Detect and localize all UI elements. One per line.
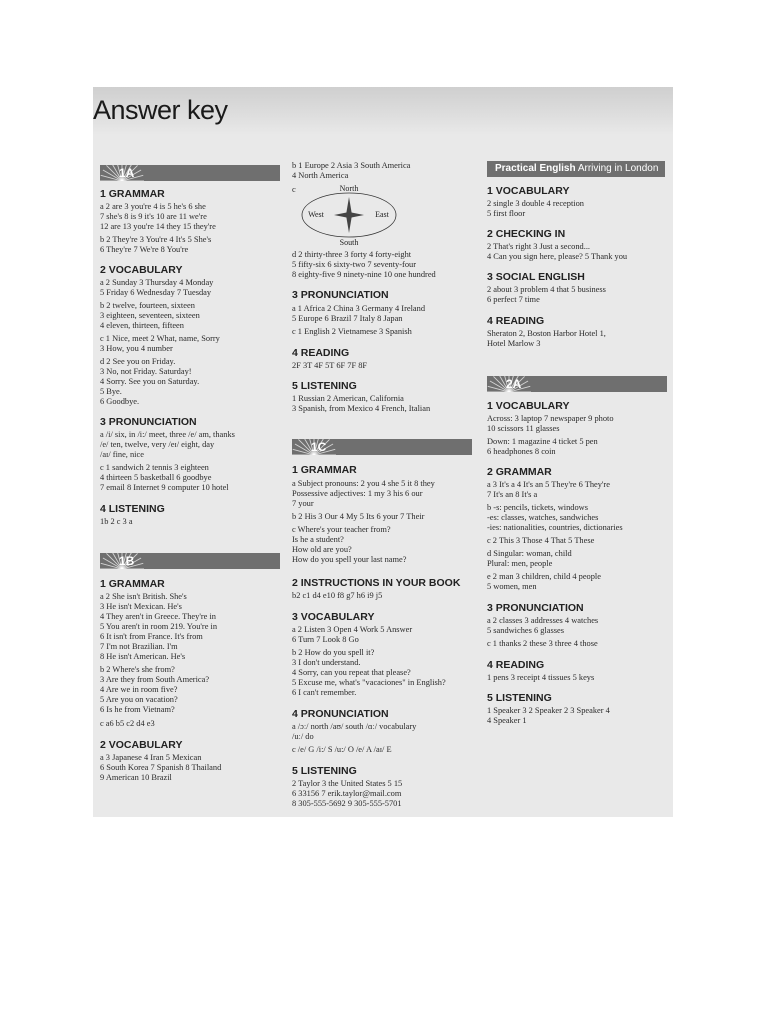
section-heading: 1 VOCABULARY: [487, 400, 570, 412]
answer-line: 5 Excuse me, what's "vacaciones" in English?: [292, 678, 446, 687]
answer-line: 6 Goodbye.: [100, 397, 140, 406]
answer-line: Possessive adjectives: 1 my 3 his 6 our: [292, 489, 423, 498]
answer-line: 7 your: [292, 499, 314, 508]
section-heading: 4 LISTENING: [100, 503, 165, 515]
answer-line: b2 c1 d4 e10 f8 g7 h6 i9 j5: [292, 591, 383, 600]
answer-line: 5 You aren't in room 219. You're in: [100, 622, 218, 631]
answer-line: 1b 2 c 3 a: [100, 517, 133, 526]
compass-label-east: East: [375, 210, 389, 219]
answer-line: 1 pens 3 receipt 4 tissues 5 keys: [487, 673, 595, 682]
answer-line: d Singular: woman, child: [487, 549, 572, 558]
banner-subtitle: Arriving in London: [575, 163, 659, 174]
section-heading: 5 LISTENING: [292, 765, 357, 777]
answer-line: a 2 Sunday 3 Thursday 4 Monday: [100, 278, 214, 287]
answer-line: c a6 b5 c2 d4 e3: [100, 719, 155, 728]
answer-line: d 2 See you on Friday.: [100, 357, 176, 366]
compass-label-south: South: [339, 238, 359, 247]
answer-line: 2 Taylor 3 the United States 5 15: [292, 779, 403, 788]
answer-line: b 2 Where's she from?: [100, 665, 175, 674]
answer-line: 4 eleven, thirteen, fifteen: [100, 321, 184, 330]
answer-line: Down: 1 magazine 4 ticket 5 pen: [487, 437, 598, 446]
section-heading: 3 SOCIAL ENGLISH: [487, 271, 585, 283]
answer-line: 6 headphones 8 coin: [487, 447, 556, 456]
answer-line: a /i/ six, in /i:/ meet, three /e/ am, thanks: [100, 430, 235, 439]
answer-line: 2 That's right 3 Just a second...: [487, 242, 591, 251]
answer-line: a 2 classes 3 addresses 4 watches: [487, 616, 599, 625]
answer-line: 6 South Korea 7 Spanish 8 Thailand: [100, 763, 222, 772]
answer-line: 6 They're 7 We're 8 You're: [100, 245, 189, 254]
section-heading: 2 GRAMMAR: [487, 466, 552, 478]
section-heading: 4 READING: [292, 347, 350, 359]
answer-line: b 2 twelve, fourteen, sixteen: [100, 301, 195, 310]
answer-line: 7 she's 8 is 9 it's 10 are 11 we're: [100, 212, 207, 221]
answer-line: 9 American 10 Brazil: [100, 773, 172, 782]
answer-line: 7 email 8 Internet 9 computer 10 hotel: [100, 483, 229, 492]
section-banner-1b: [100, 553, 280, 569]
answer-line: a /ɔː/ north /aʊ/ south /ɑː/ vocabulary: [292, 722, 417, 731]
answer-line: a 2 Listen 3 Open 4 Work 5 Answer: [292, 625, 413, 634]
answer-line: c 1 sandwich 2 tennis 3 eighteen: [100, 463, 209, 472]
answer-line: c 1 thanks 2 these 3 three 4 those: [487, 639, 598, 648]
section-heading: 3 PRONUNCIATION: [100, 416, 197, 428]
answer-line: 3 Spanish, from Mexico 4 French, Italian: [292, 404, 431, 413]
item-letter: c: [292, 185, 296, 194]
answer-line: 3 eighteen, seventeen, sixteen: [100, 311, 200, 320]
answer-line: 4 Are we in room five?: [100, 685, 178, 694]
answer-line: c /e/ G /i:/ S /u:/ O /e/ A /aɪ/ E: [292, 745, 392, 754]
section-heading: 5 LISTENING: [487, 692, 552, 704]
answer-line: Hotel Marlow 3: [487, 339, 541, 348]
answer-line: d 2 thirty-three 3 forty 4 forty-eight: [292, 250, 412, 259]
answer-line: c 1 English 2 Vietnamese 3 Spanish: [292, 327, 412, 336]
section-heading: 3 VOCABULARY: [292, 611, 375, 623]
section-heading: 1 GRAMMAR: [292, 464, 357, 476]
answer-line: 3 How, you 4 number: [100, 344, 173, 353]
answer-line: 6 Is he from Vietnam?: [100, 705, 175, 714]
answer-line: 5 Bye.: [100, 387, 122, 396]
answer-line: 6 33156 7 erik.taylor@mail.com: [292, 789, 402, 798]
answer-line: c Where's your teacher from?: [292, 525, 391, 534]
answer-line: a 3 It's a 4 It's an 5 They're 6 They're: [487, 480, 610, 489]
section-heading: 1 GRAMMAR: [100, 188, 165, 200]
answer-line: 5 fifty-six 6 sixty-two 7 seventy-four: [292, 260, 416, 269]
answer-line: 5 Friday 6 Wednesday 7 Tuesday: [100, 288, 212, 297]
answer-line: 8 He isn't American. He's: [100, 652, 186, 661]
section-heading: 4 READING: [487, 315, 545, 327]
section-heading: 1 VOCABULARY: [487, 185, 570, 197]
answer-line: 10 scissors 11 glasses: [487, 424, 560, 433]
answer-line: /aɪ/ fine, nice: [100, 450, 144, 459]
answer-line: a 3 Japanese 4 Iran 5 Mexican: [100, 753, 202, 762]
answer-line: 4 Sorry. See you on Saturday.: [100, 377, 200, 386]
section-heading: 3 PRONUNCIATION: [487, 602, 584, 614]
answer-line: 6 Turn 7 Look 8 Go: [292, 635, 359, 644]
answer-line: 1 Speaker 3 2 Speaker 2 3 Speaker 4: [487, 706, 610, 715]
section-heading: 3 PRONUNCIATION: [292, 289, 389, 301]
section-banner-1a: [100, 165, 280, 181]
answer-line: c 2 This 3 Those 4 That 5 These: [487, 536, 595, 545]
banner-label: 1C: [311, 440, 327, 454]
compass-label-west: West: [308, 210, 324, 219]
answer-line: Is he a student?: [292, 535, 344, 544]
section-banner-1c: [292, 439, 472, 455]
answer-line: -es: classes, watches, sandwiches: [487, 513, 599, 522]
answer-line: 4 Can you sign here, please? 5 Thank you: [487, 252, 628, 261]
answer-line: 12 are 13 you're 14 they 15 they're: [100, 222, 216, 231]
answer-line: e 2 man 3 children, child 4 people: [487, 572, 601, 581]
answer-line: 4 Speaker 1: [487, 716, 527, 725]
compass-wrapper: [294, 183, 404, 252]
section-heading: 2 INSTRUCTIONS IN YOUR BOOK: [292, 577, 461, 589]
answer-line: 5 sandwiches 6 glasses: [487, 626, 564, 635]
compass-diagram: [294, 183, 404, 247]
answer-line: 7 It's an 8 It's a: [487, 490, 538, 499]
answer-line: 8 eighty-five 9 ninety-nine 10 one hundred: [292, 270, 436, 279]
answer-line: 8 305-555-5692 9 305-555-5701: [292, 799, 402, 808]
answer-line: b 2 They're 3 You're 4 It's 5 She's: [100, 235, 212, 244]
answer-line: 5 first floor: [487, 209, 526, 218]
answer-line: a Subject pronouns: 2 you 4 she 5 it 8 they: [292, 479, 435, 488]
answer-line: b 1 Europe 2 Asia 3 South America: [292, 161, 411, 170]
answer-line: /e/ ten, twelve, very /eɪ/ eight, day: [100, 440, 215, 449]
answer-line: 6 I can't remember.: [292, 688, 357, 697]
answer-line: 3 Are they from South America?: [100, 675, 210, 684]
answer-line: a 2 She isn't British. She's: [100, 592, 187, 601]
answer-line: 1 Russian 2 American, California: [292, 394, 404, 403]
banner-label: 1A: [119, 166, 135, 180]
section-heading: 5 LISTENING: [292, 380, 357, 392]
answer-line: 7 I'm not Brazilian. I'm: [100, 642, 178, 651]
answer-line: 6 It isn't from France. It's from: [100, 632, 203, 641]
answer-line: 3 No, not Friday. Saturday!: [100, 367, 192, 376]
section-banner-2a: [487, 376, 667, 392]
answer-line: 5 women, men: [487, 582, 537, 591]
answer-line: a 1 Africa 2 China 3 Germany 4 Ireland: [292, 304, 426, 313]
answer-line: How do you spell your last name?: [292, 555, 407, 564]
page-title: Answer key: [93, 95, 228, 125]
answer-line: 2 about 3 problem 4 that 5 business: [487, 285, 606, 294]
answer-line: b 2 How do you spell it?: [292, 648, 375, 657]
answer-line: a 2 are 3 you're 4 is 5 he's 6 she: [100, 202, 206, 211]
answer-line: -ies: nationalities, countries, dictionaries: [487, 523, 623, 532]
section-heading: 2 VOCABULARY: [100, 264, 183, 276]
answer-line: 6 perfect 7 time: [487, 295, 540, 304]
answer-line: 4 thirteen 5 basketball 6 goodbye: [100, 473, 212, 482]
answer-line: 4 North America: [292, 171, 349, 180]
answer-line: b 2 His 3 Our 4 My 5 Its 6 your 7 Their: [292, 512, 425, 521]
banner-label: Practical English Arriving in London: [495, 163, 659, 174]
section-heading: 2 VOCABULARY: [100, 739, 183, 751]
answer-line: Sheraton 2, Boston Harbor Hotel 1,: [487, 329, 606, 338]
answer-line: 2F 3T 4F 5T 6F 7F 8F: [292, 361, 368, 370]
answer-line: 5 Europe 6 Brazil 7 Italy 8 Japan: [292, 314, 403, 323]
answer-line: How old are you?: [292, 545, 352, 554]
compass-label-north: North: [339, 184, 359, 193]
answer-line: 3 He isn't Mexican. He's: [100, 602, 182, 611]
answer-key-page: [93, 87, 673, 817]
section-heading: 2 CHECKING IN: [487, 228, 566, 240]
answer-line: Across: 3 laptop 7 newspaper 9 photo: [487, 414, 614, 423]
banner-label: 2A: [506, 377, 522, 391]
answer-line: 3 I don't understand.: [292, 658, 361, 667]
answer-line: 4 Sorry, can you repeat that please?: [292, 668, 411, 677]
section-heading: 1 GRAMMAR: [100, 578, 165, 590]
section-heading: 4 READING: [487, 659, 545, 671]
section-heading: 4 PRONUNCIATION: [292, 708, 389, 720]
section-banner-practical-english: [487, 161, 665, 177]
answer-line: Plural: men, people: [487, 559, 553, 568]
answer-line: c 1 Nice, meet 2 What, name, Sorry: [100, 334, 220, 343]
answer-line: /uː/ do: [292, 732, 314, 741]
answer-line: 5 Are you on vacation?: [100, 695, 178, 704]
banner-label: 1B: [119, 554, 135, 568]
answer-line: 2 single 3 double 4 reception: [487, 199, 584, 208]
answer-line: b -s: pencils, tickets, windows: [487, 503, 588, 512]
answer-line: 4 They aren't in Greece. They're in: [100, 612, 216, 621]
